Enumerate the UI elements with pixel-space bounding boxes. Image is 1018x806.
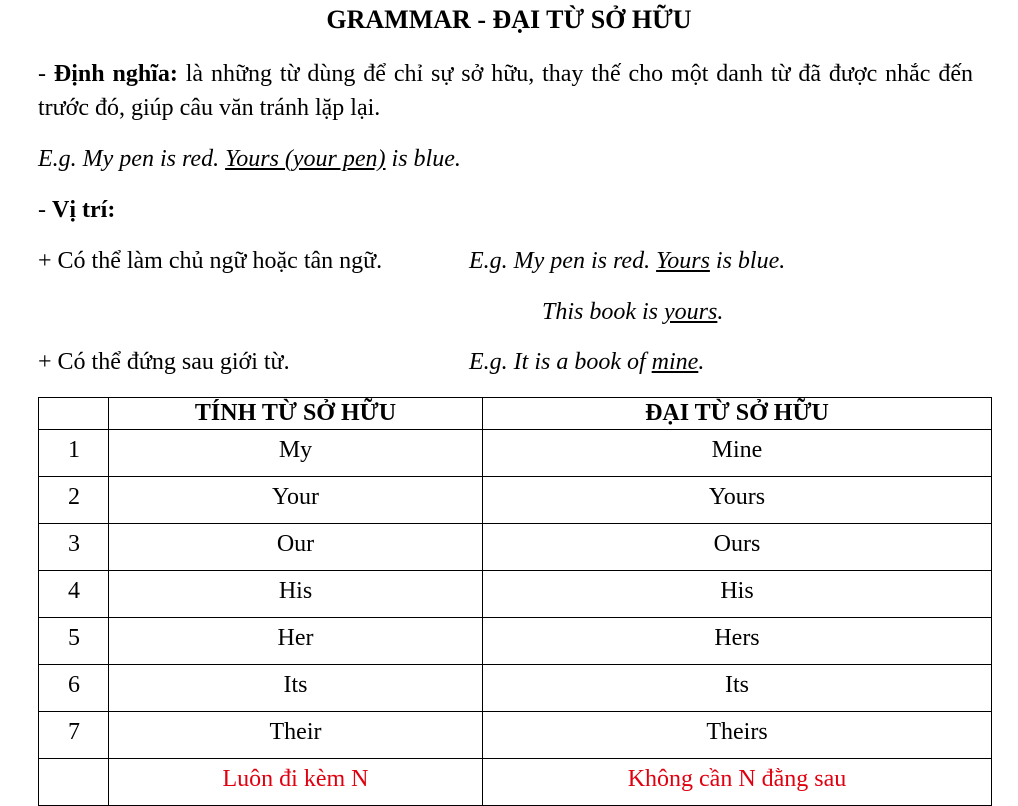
rule-2-example xyxy=(469,345,704,379)
definition-dash: - xyxy=(38,61,54,87)
definition-paragraph xyxy=(38,57,973,125)
rule-1-example-2-after: . xyxy=(717,299,724,325)
possessive-table xyxy=(38,397,992,806)
footer-adjective-note: Luôn đi kèm N xyxy=(109,759,483,806)
header-possessive-pronoun: ĐẠI TỪ SỞ HỮU xyxy=(483,398,992,430)
position-label: Vị trí: xyxy=(52,197,116,223)
rule-2-text: + Có thể đứng sau giới từ. xyxy=(38,349,290,375)
table-row xyxy=(39,618,992,665)
rule-1-text: + Có thể làm chủ ngữ hoặc tân ngữ. xyxy=(38,248,383,274)
example-1-underlined: Yours (your pen) xyxy=(225,146,386,172)
row-number: 5 xyxy=(39,618,109,665)
rule-1-example xyxy=(469,244,785,278)
example-1 xyxy=(38,142,973,176)
row-number: 7 xyxy=(39,712,109,759)
row-number: 3 xyxy=(39,524,109,571)
footer-number xyxy=(39,759,109,806)
table-footer-row xyxy=(39,759,992,806)
definition-text: là những từ dùng để chỉ sự sở hữu, thay thế cho một danh từ đã được nhắc đến trước đó, giúp câu văn tránh lặp lại. xyxy=(38,61,974,121)
possessive-pronoun: Its xyxy=(483,665,992,712)
possessive-adjective: His xyxy=(109,571,483,618)
definition-label: Định nghĩa: xyxy=(53,61,178,87)
table-header-row xyxy=(39,398,992,430)
possessive-adjective: Our xyxy=(109,524,483,571)
example-1-after: is blue. xyxy=(385,146,461,172)
possessive-adjective: Your xyxy=(109,477,483,524)
possessive-pronoun: Yours xyxy=(483,477,992,524)
header-number xyxy=(39,398,109,430)
rule-1-example-2-before: This book is xyxy=(542,299,665,325)
page-title: GRAMMAR - ĐẠI TỪ SỞ HỮU xyxy=(326,5,692,34)
position-heading xyxy=(38,193,973,227)
possessive-adjective: Its xyxy=(109,665,483,712)
possessive-pronoun: Hers xyxy=(483,618,992,665)
possessive-adjective: Her xyxy=(109,618,483,665)
possessive-pronoun: Theirs xyxy=(483,712,992,759)
table-row xyxy=(39,712,992,759)
rule-1-example-before: E.g. My pen is red. xyxy=(469,248,657,274)
table-row xyxy=(39,477,992,524)
possessive-pronoun: His xyxy=(483,571,992,618)
table-row xyxy=(39,665,992,712)
table-row xyxy=(39,524,992,571)
row-number: 6 xyxy=(39,665,109,712)
row-number: 4 xyxy=(39,571,109,618)
table-row xyxy=(39,571,992,618)
rule-2-example-before: E.g. It is a book of xyxy=(469,349,652,375)
possessive-adjective: Their xyxy=(109,712,483,759)
rule-1-example-2 xyxy=(542,295,723,329)
row-number: 1 xyxy=(39,430,109,477)
position-dash: - xyxy=(38,197,52,223)
possessive-adjective: My xyxy=(109,430,483,477)
possessive-pronoun: Ours xyxy=(483,524,992,571)
rule-2-example-after: . xyxy=(698,349,705,375)
example-1-before: E.g. My pen is red. xyxy=(38,146,226,172)
rule-1-example-underlined: Yours xyxy=(656,248,710,274)
row-number: 2 xyxy=(39,477,109,524)
footer-pronoun-note: Không cần N đằng sau xyxy=(483,759,992,806)
possessive-pronoun: Mine xyxy=(483,430,992,477)
rule-1-example-after: is blue. xyxy=(709,248,786,274)
rule-2-example-underlined: mine xyxy=(651,349,699,375)
rule-1-example-2-underlined: yours xyxy=(664,299,718,325)
header-possessive-adjective: TÍNH TỪ SỞ HỮU xyxy=(109,398,483,430)
table-row xyxy=(39,430,992,477)
